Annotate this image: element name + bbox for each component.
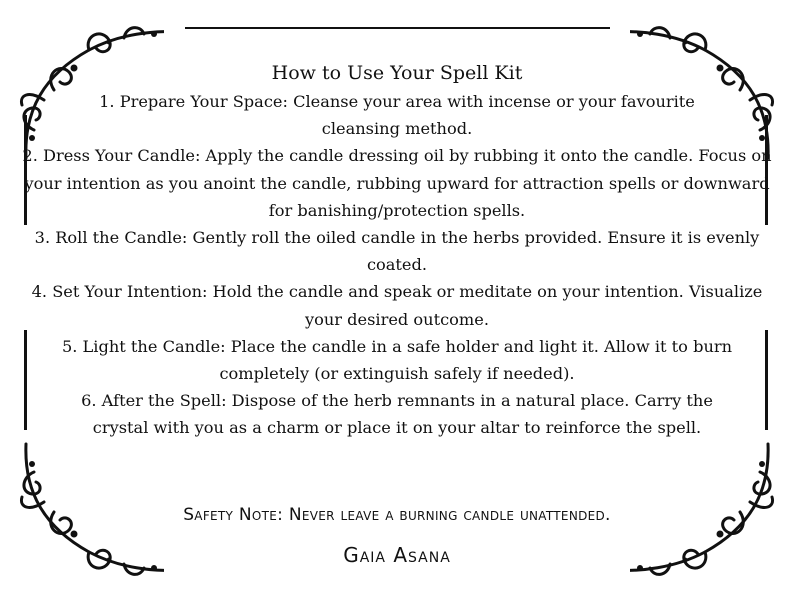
page-title: How to Use Your Spell Kit: [271, 62, 523, 84]
safety-note: Safety Note: Never leave a burning candle unattended.: [183, 505, 611, 525]
step-after-spell: 6. After the Spell: Dispose of the herb remnants in a natural place. Carry the crystal with you as a charm or place it on your altar to reinforce the spell.: [81, 391, 713, 438]
step-light-candle: 5. Light the Candle: Place the candle in a safe holder and light it. Allow it to burn completely (or extinguish safely if needed).: [61, 336, 733, 384]
signature: Gaia Asana: [343, 543, 451, 567]
step-dress-candle: 2. Dress Your Candle: Apply the candle dressing oil by rubbing it onto the candle. Focus on your intention as you anoint the candle, rubbing upward for attraction spells or downward for banishing/protection spells.: [22, 146, 772, 220]
instructions-block: [18, 58, 776, 442]
frame-top-line: [185, 27, 610, 29]
step-prepare-space: 1. Prepare Your Space: Cleanse your area with incense or your favourite cleansing method.: [99, 92, 695, 139]
step-roll-candle: 3. Roll the Candle: Gently roll the oiled candle in the herbs provided. Ensure it is evenly coated.: [34, 228, 760, 275]
step-set-intention: 4. Set Your Intention: Hold the candle and speak or meditate on your intention. Visualize your desired outcome.: [31, 282, 763, 329]
